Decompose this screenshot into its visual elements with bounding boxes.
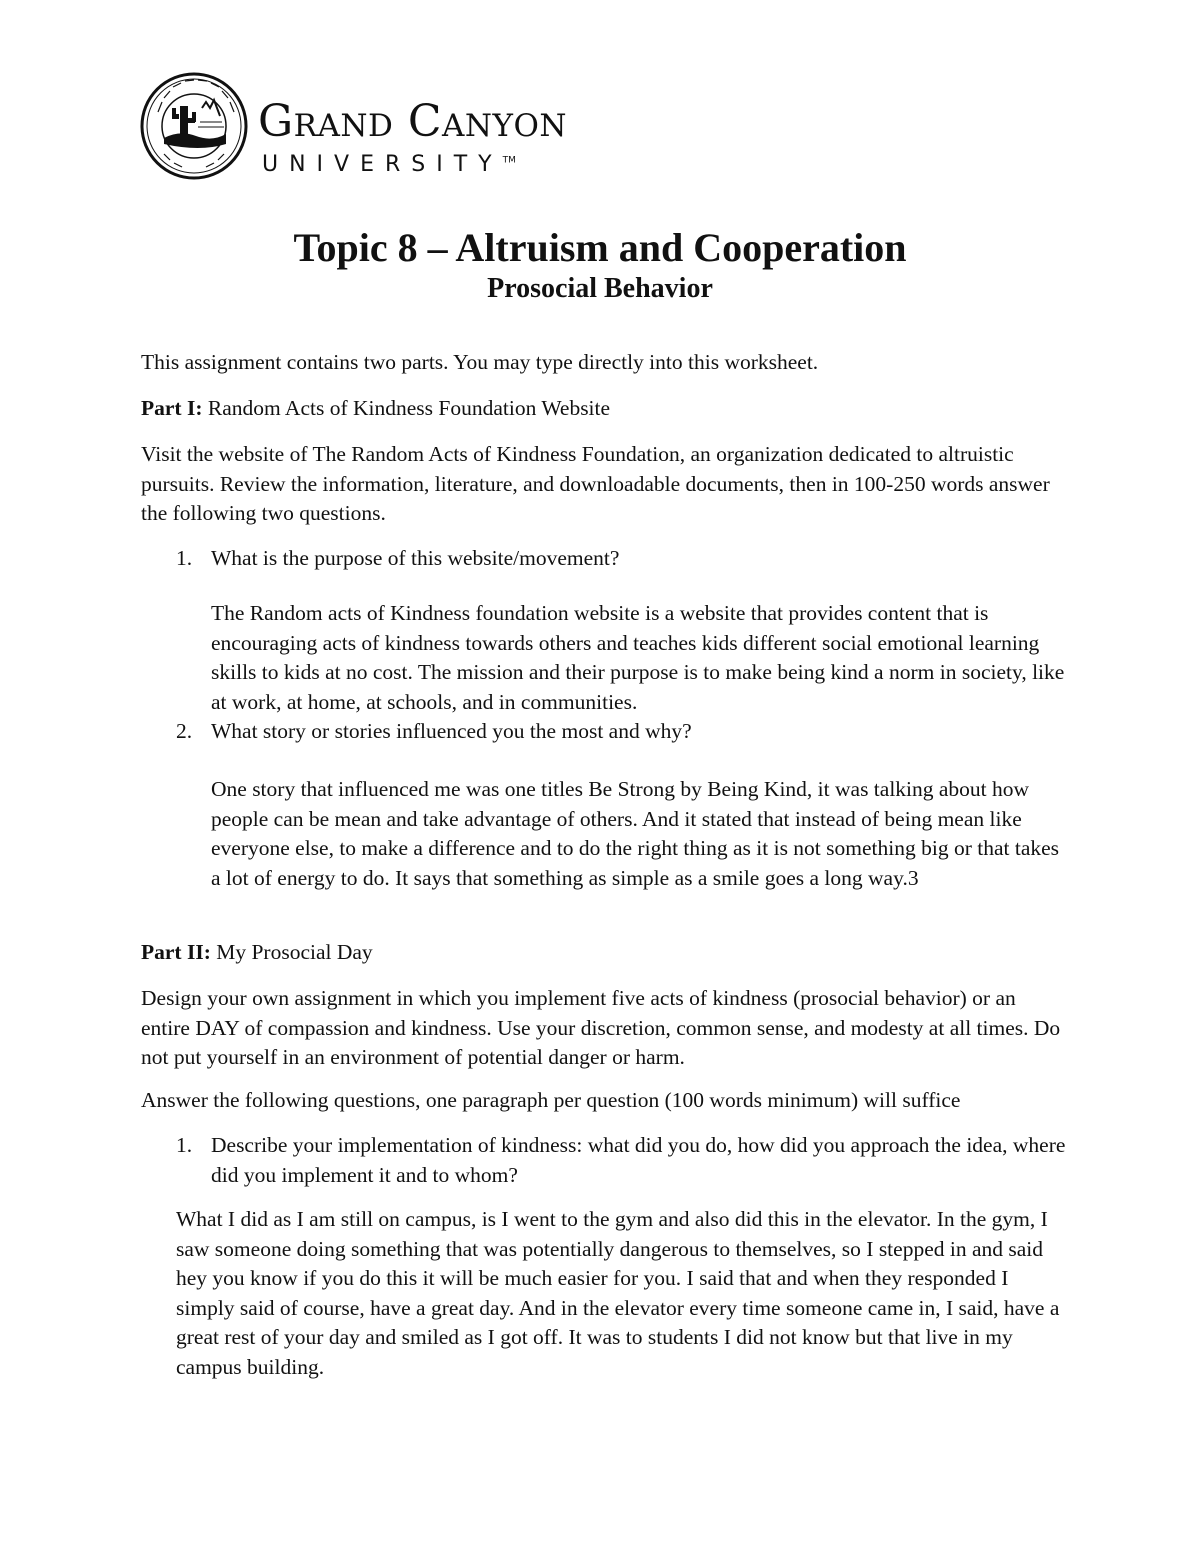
part1-heading-text: Random Acts of Kindness Foundation Website bbox=[207, 396, 611, 420]
part1-q1-answer[interactable]: The Random acts of Kindness foundation website is a website that provides content that is encouraging acts of kindness towards others and teaches kids different social emotional learning skills to kids at no cost. The mission and their purpose is to make being kind a norm in society, like at work, at home, at schools, and in communities. bbox=[211, 601, 1065, 714]
page-title: Topic 8 – Altruism and Cooperation bbox=[293, 225, 907, 270]
trademark-mark: TM bbox=[502, 155, 516, 166]
brand-name: Grand Canyon bbox=[258, 96, 568, 147]
university-seal-icon bbox=[140, 72, 248, 180]
part2-q1-answer[interactable]: What I did as I am still on campus, is I went to the gym and also did this in the elevator. In the gym, I saw someone doing something that was potentially dangerous to themselves, so I stepped in and said hey you know if you do this it will be much easier for you. I said that and when they responded I simply said of course, have a great day. And in the elevator every time someone came in, I said, have a great rest of your day and smiled as I got off. It was to students I did not know but that live in my campus building. bbox=[176, 1207, 1060, 1379]
part2-heading bbox=[141, 938, 1061, 968]
part1-q2-question: What story or stories influenced you the most and why? bbox=[211, 719, 692, 743]
intro-text: This assignment contains two parts. You may type directly into this worksheet. bbox=[141, 350, 819, 374]
part2-label: Part II: bbox=[141, 940, 211, 964]
part2-answer-instructions: Answer the following questions, one paragraph per question (100 words minimum) will suffice bbox=[141, 1088, 961, 1112]
part2-heading-text: My Prosocial Day bbox=[216, 940, 373, 964]
part1-q2-number: 2. bbox=[176, 719, 193, 743]
part2-q1-number: 1. bbox=[176, 1133, 193, 1157]
part1-q1-number: 1. bbox=[176, 546, 193, 570]
university-logo bbox=[140, 72, 640, 190]
part2-instructions: Design your own assignment in which you implement five acts of kindness (prosocial behavior) or an entire DAY of compassion and kindness. Use your discretion, common sense, and modesty at all times. Do not put yourself in an environment of potential danger or harm. bbox=[141, 986, 1061, 1069]
part1-label: Part I: bbox=[141, 396, 203, 420]
page-subtitle: Prosocial Behavior bbox=[487, 273, 713, 304]
part2-q1-question: Describe your implementation of kindness: what did you do, how did you approach the idea, where did you implement it and to whom? bbox=[211, 1133, 1066, 1187]
part1-instructions: Visit the website of The Random Acts of Kindness Foundation, an organization dedicated to altruistic pursuits. Review the information, literature, and downloadable documents, then in 100-250 words answer the following two questions. bbox=[141, 442, 1050, 525]
part1-q1-question: What is the purpose of this website/movement? bbox=[211, 546, 620, 570]
part1-q2-answer[interactable]: One story that influenced me was one titles Be Strong by Being Kind, it was talking about how people can be mean and take advantage of others. And it stated that instead of being mean like everyone else, to make a difference and to do the right thing as it is not something big or that takes a lot of energy to do. It says that something as simple as a smile goes a long way.3 bbox=[211, 777, 1060, 890]
brand-subname: UNIVERSITY™ bbox=[262, 152, 516, 177]
part1-heading bbox=[141, 394, 1061, 424]
